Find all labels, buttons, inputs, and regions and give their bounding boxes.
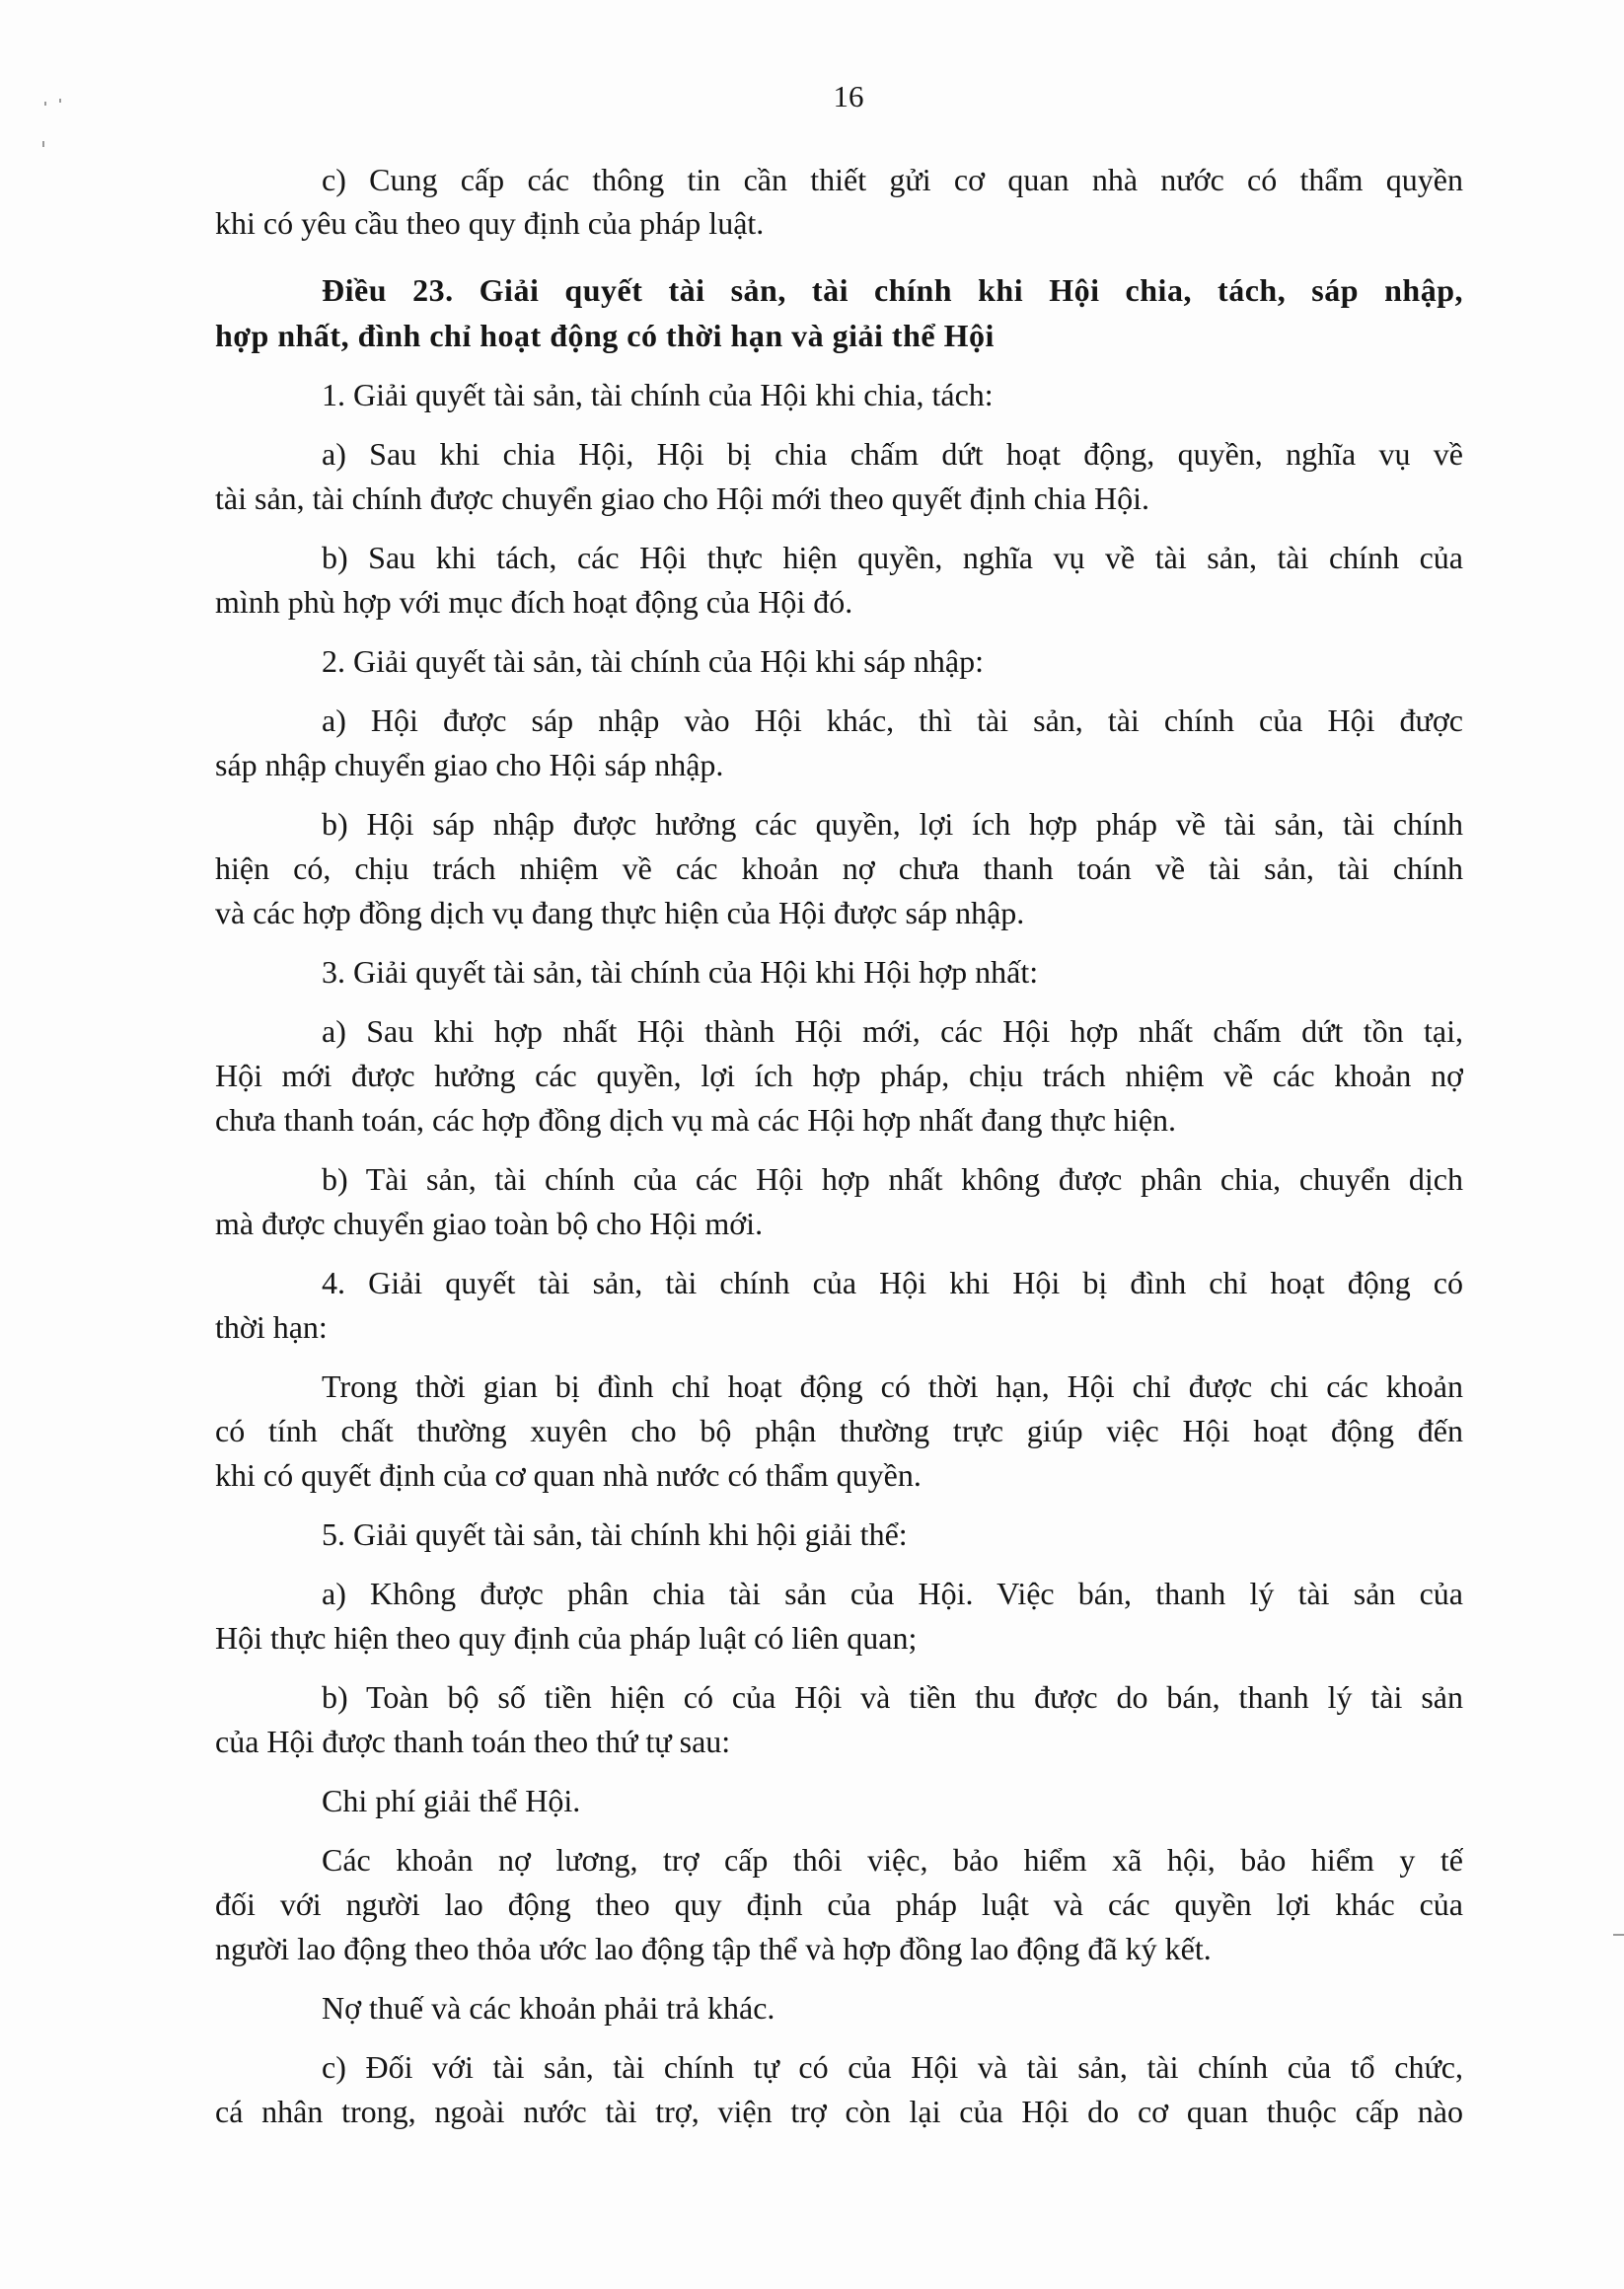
- text-line: Hội mới được hưởng các quyền, lợi ích hợp pháp, chịu trách nhiệm về các khoản nợ: [215, 1058, 1463, 1093]
- text-line: người lao động theo thỏa ước lao động tập thể và hợp đồng lao động đã ký kết.: [215, 1931, 1212, 1966]
- scan-speck: [1613, 1934, 1624, 1936]
- text-line: Chi phí giải thể Hội.: [322, 1783, 581, 1818]
- text-line: và các hợp đồng dịch vụ đang thực hiện của Hội được sáp nhập.: [215, 895, 1025, 930]
- scan-speck: [59, 99, 61, 103]
- text-line: 3. Giải quyết tài sản, tài chính của Hội khi Hội hợp nhất:: [322, 954, 1039, 990]
- text-line: Trong thời gian bị đình chỉ hoạt động có thời hạn, Hội chỉ được chi các khoản: [322, 1368, 1463, 1404]
- text-line: b) Sau khi tách, các Hội thực hiện quyền, nghĩa vụ về tài sản, tài chính của: [322, 540, 1463, 575]
- text-line: hợp nhất, đình chỉ hoạt động có thời hạn và giải thể Hội: [215, 318, 995, 353]
- text-line: b) Tài sản, tài chính của các Hội hợp nhất không được phân chia, chuyển dịch: [322, 1161, 1463, 1197]
- text-line: b) Toàn bộ số tiền hiện có của Hội và tiền thu được do bán, thanh lý tài sản: [322, 1679, 1463, 1715]
- scan-speck: [42, 141, 44, 147]
- text-line: 2. Giải quyết tài sản, tài chính của Hội khi sáp nhập:: [322, 643, 984, 679]
- text-line: khi có yêu cầu theo quy định của pháp luật.: [215, 205, 765, 241]
- text-line: chưa thanh toán, các hợp đồng dịch vụ mà các Hội hợp nhất đang thực hiện.: [215, 1102, 1177, 1138]
- text-line: sáp nhập chuyển giao cho Hội sáp nhập.: [215, 747, 724, 782]
- text-line: mình phù hợp với mục đích hoạt động của Hội đó.: [215, 584, 853, 620]
- text-line: hiện có, chịu trách nhiệm về các khoản nợ chưa thanh toán về tài sản, tài chính: [215, 850, 1463, 886]
- text-line: a) Hội được sáp nhập vào Hội khác, thì tài sản, tài chính của Hội được: [322, 702, 1463, 738]
- text-line: b) Hội sáp nhập được hưởng các quyền, lợi ích hợp pháp về tài sản, tài chính: [322, 806, 1463, 842]
- text-line: a) Không được phân chia tài sản của Hội. Việc bán, thanh lý tài sản của: [322, 1576, 1463, 1611]
- text-line: có tính chất thường xuyên cho bộ phận thường trực giúp việc Hội hoạt động đến: [215, 1413, 1463, 1448]
- text-line: thời hạn:: [215, 1309, 328, 1345]
- text-line: đối với người lao động theo quy định của pháp luật và các quyền lợi khác của: [215, 1886, 1463, 1922]
- text-line: 5. Giải quyết tài sản, tài chính khi hội giải thể:: [322, 1516, 908, 1552]
- text-line: của Hội được thanh toán theo thứ tự sau:: [215, 1724, 731, 1759]
- text-line: a) Sau khi chia Hội, Hội bị chia chấm dứt hoạt động, quyền, nghĩa vụ về: [322, 436, 1463, 472]
- text-line: Các khoản nợ lương, trợ cấp thôi việc, bảo hiểm xã hội, bảo hiểm y tế: [322, 1842, 1463, 1878]
- text-line: 1. Giải quyết tài sản, tài chính của Hội khi chia, tách:: [322, 377, 994, 412]
- text-line: cá nhân trong, ngoài nước tài trợ, viện trợ còn lại của Hội do cơ quan thuộc cấp nào: [215, 2094, 1463, 2129]
- text-line: tài sản, tài chính được chuyển giao cho Hội mới theo quyết định chia Hội.: [215, 480, 1149, 516]
- scan-speck: [44, 102, 46, 106]
- text-line: a) Sau khi hợp nhất Hội thành Hội mới, các Hội hợp nhất chấm dứt tồn tại,: [322, 1013, 1463, 1049]
- text-line: khi có quyết định của cơ quan nhà nước có thẩm quyền.: [215, 1457, 922, 1493]
- text-line: Nợ thuế và các khoản phải trả khác.: [322, 1990, 775, 2026]
- text-line: c) Đối với tài sản, tài chính tự có của Hội và tài sản, tài chính của tổ chức,: [322, 2049, 1463, 2085]
- text-line: mà được chuyển giao toàn bộ cho Hội mới.: [215, 1206, 764, 1241]
- text-line: c) Cung cấp các thông tin cần thiết gửi cơ quan nhà nước có thẩm quyền: [322, 162, 1463, 197]
- text-line: Hội thực hiện theo quy định của pháp luật có liên quan;: [215, 1620, 918, 1656]
- text-line: 4. Giải quyết tài sản, tài chính của Hội khi Hội bị đình chỉ hoạt động có: [322, 1265, 1463, 1300]
- page-number: 16: [833, 79, 864, 113]
- text-line: Điều 23. Giải quyết tài sản, tài chính khi Hội chia, tách, sáp nhập,: [322, 272, 1463, 308]
